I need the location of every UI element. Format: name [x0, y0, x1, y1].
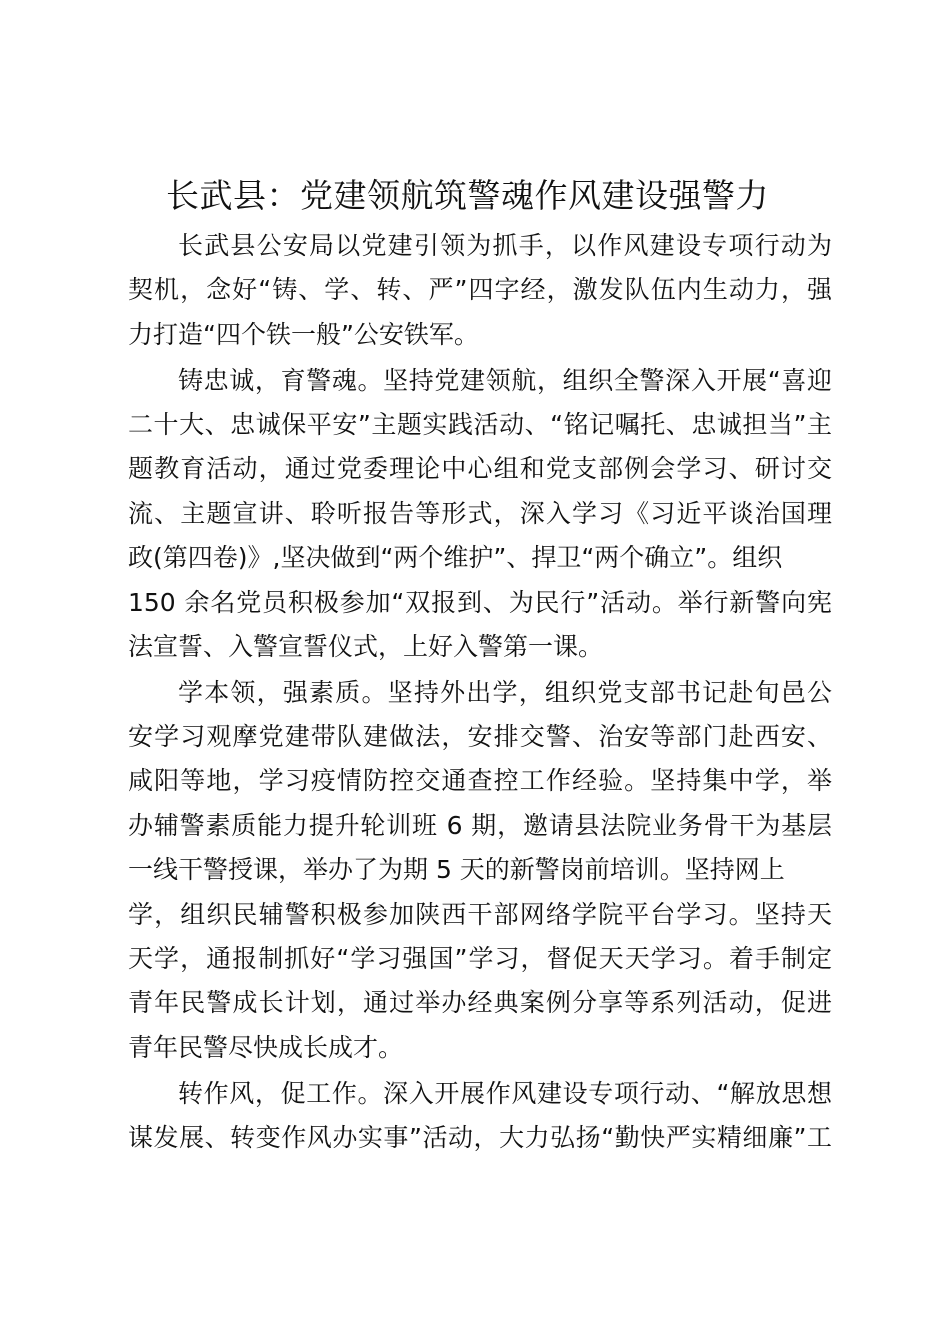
paragraph-line: 转作风，促工作。深入开展作风建设专项行动、“解放思想 — [178, 1078, 832, 1108]
paragraph-line: 法宣誓、入警宣誓仪式，上好入警第一课。 — [128, 631, 604, 661]
paragraph-line: 安学习观摩党建带队建做法，安排交警、治安等部门赴西安、 — [128, 722, 832, 752]
paragraph-line: 办辅警素质能力提升轮训班 6 期，邀请县法院业务骨干为基层 — [128, 810, 832, 840]
paragraph-line: 150 余名党员积极参加“双报到、为民行”活动。举行新警向宪 — [128, 587, 832, 617]
paragraph-line: 学，组织民辅警积极参加陕西干部网络学院平台学习。坚持天 — [128, 899, 832, 929]
paragraph-line: 青年民警成长计划，通过举办经典案例分享等系列活动，促进 — [128, 988, 832, 1018]
paragraph-line: 政(第四卷)》,坚决做到“两个维护”、捍卫“两个确立”。组织 — [128, 543, 783, 573]
document-page — [128, 172, 832, 1160]
paragraph-line: 题教育活动，通过党委理论中心组和党支部例会学习、研讨交 — [128, 454, 832, 484]
paragraph-intro — [128, 224, 832, 357]
paragraph-line: 力打造“四个铁一般”公安铁军。 — [128, 319, 479, 349]
paragraph-line: 契机，念好“铸、学、转、严”四字经，激发队伍内生动力，强 — [128, 275, 832, 305]
paragraph-line: 一线干警授课，举办了为期 5 天的新警岗前培训。坚持网上 — [128, 855, 785, 885]
paragraph-line: 流、主题宣讲、聆听报告等形式，深入学习《习近平谈治国理 — [128, 498, 832, 528]
paragraph-line: 长武县公安局以党建引领为抓手，以作风建设专项行动为 — [178, 231, 832, 260]
paragraph-learning — [128, 671, 832, 1071]
paragraph-line: 天学，通报制抓好“学习强国”学习，督促天天学习。着手制定 — [128, 944, 832, 974]
paragraph-line: 咸阳等地，学习疫情防控交通查控工作经验。坚持集中学，举 — [128, 766, 832, 796]
paragraph-line: 谋发展、转变作风办实事”活动，大力弘扬“勤快严实精细廉”工 — [128, 1122, 832, 1152]
paragraph-line: 铸忠诚，育警魂。坚持党建领航，组织全警深入开展“喜迎 — [178, 365, 832, 395]
paragraph-loyalty — [128, 359, 832, 670]
document-title: 长武县：党建领航筑警魂作风建设强警力 — [166, 176, 769, 215]
paragraph-style — [128, 1072, 832, 1161]
paragraph-line: 学本领，强素质。坚持外出学，组织党支部书记赴旬邑公 — [178, 677, 832, 707]
paragraph-line: 二十大、忠诚保平安”主题实践活动、“铭记嘱托、忠诚担当”主 — [128, 409, 832, 439]
paragraph-line: 青年民警尽快成长成才。 — [128, 1032, 404, 1062]
